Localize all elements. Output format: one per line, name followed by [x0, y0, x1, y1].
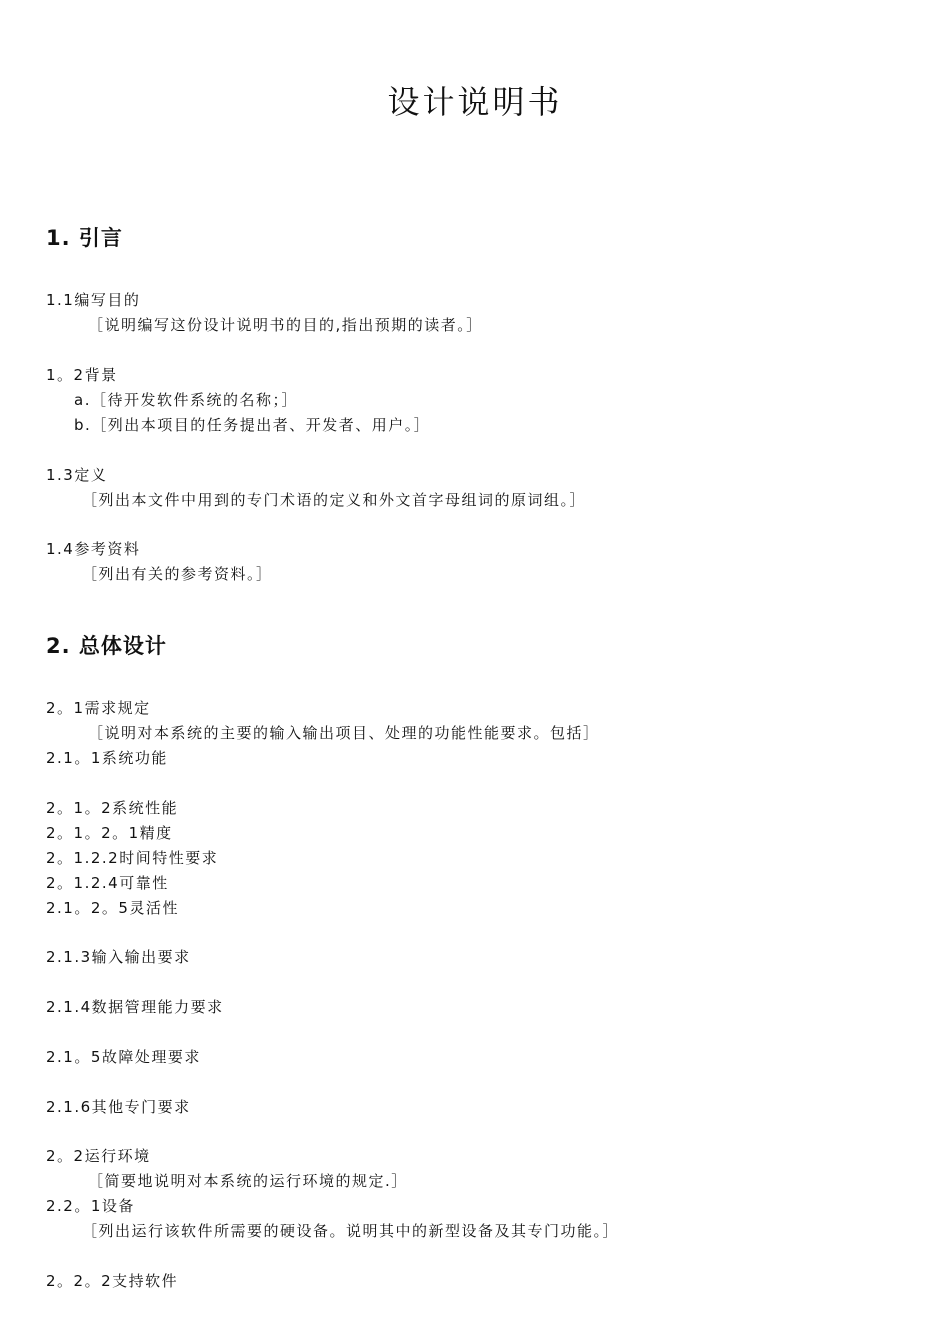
subsection-2-2-1-text: ［列出运行该软件所需要的硬设备。说明其中的新型设备及其专门功能。］ — [82, 1222, 620, 1240]
subsection-2-1-6-title: 2.1.6其他专门要求 — [46, 1098, 191, 1116]
subsection-1-1-title: 1.1编写目的 — [46, 291, 141, 309]
subsection-2-2-1-title: 2.2。1设备 — [46, 1197, 135, 1215]
subsection-2-1-5-title: 2.1。5故障处理要求 — [46, 1048, 201, 1066]
subsection-2-2-2-title: 2。2。2支持软件 — [46, 1272, 179, 1290]
subsection-1-2-item-a: a.［待开发软件系统的名称；］ — [74, 391, 298, 409]
subsection-1-3-title: 1.3定义 — [46, 466, 108, 484]
subsection-2-1-title: 2。1需求规定 — [46, 699, 151, 717]
section-heading-overall-design: 2. 总体设计 — [46, 634, 167, 658]
subsection-2-1-2-2-title: 2。1.2.2时间特性要求 — [46, 849, 219, 867]
subsection-2-1-text: ［说明对本系统的主要的输入输出项目、处理的功能性能要求。包括］ — [88, 724, 600, 742]
subsection-1-2-item-b: b.［列出本项目的任务提出者、开发者、用户。］ — [74, 416, 431, 434]
document-title: 设计说明书 — [387, 83, 563, 121]
subsection-1-2-title: 1。2背景 — [46, 366, 118, 384]
subsection-2-2-title: 2。2运行环境 — [46, 1147, 151, 1165]
subsection-2-1-2-1-title: 2。1。2。1精度 — [46, 824, 173, 842]
subsection-2-1-2-5-title: 2.1。2。5灵活性 — [46, 899, 179, 917]
subsection-2-1-3-title: 2.1.3输入输出要求 — [46, 948, 191, 966]
subsection-1-4-text: ［列出有关的参考资料。］ — [82, 565, 273, 583]
subsection-1-3-text: ［列出本文件中用到的专门术语的定义和外文首字母组词的原词组。］ — [82, 491, 587, 509]
subsection-2-1-2-title: 2。1。2系统性能 — [46, 799, 179, 817]
subsection-2-1-4-title: 2.1.4数据管理能力要求 — [46, 998, 224, 1016]
section-heading-introduction: 1. 引言 — [46, 226, 123, 250]
subsection-1-4-title: 1.4参考资料 — [46, 540, 141, 558]
subsection-2-2-text: ［简要地说明对本系统的运行环境的规定.］ — [88, 1172, 408, 1190]
subsection-1-1-text: ［说明编写这份设计说明书的目的,指出预期的读者。］ — [88, 316, 483, 334]
subsection-2-1-2-4-title: 2。1.2.4可靠性 — [46, 874, 169, 892]
subsection-2-1-1-title: 2.1。1系统功能 — [46, 749, 168, 767]
